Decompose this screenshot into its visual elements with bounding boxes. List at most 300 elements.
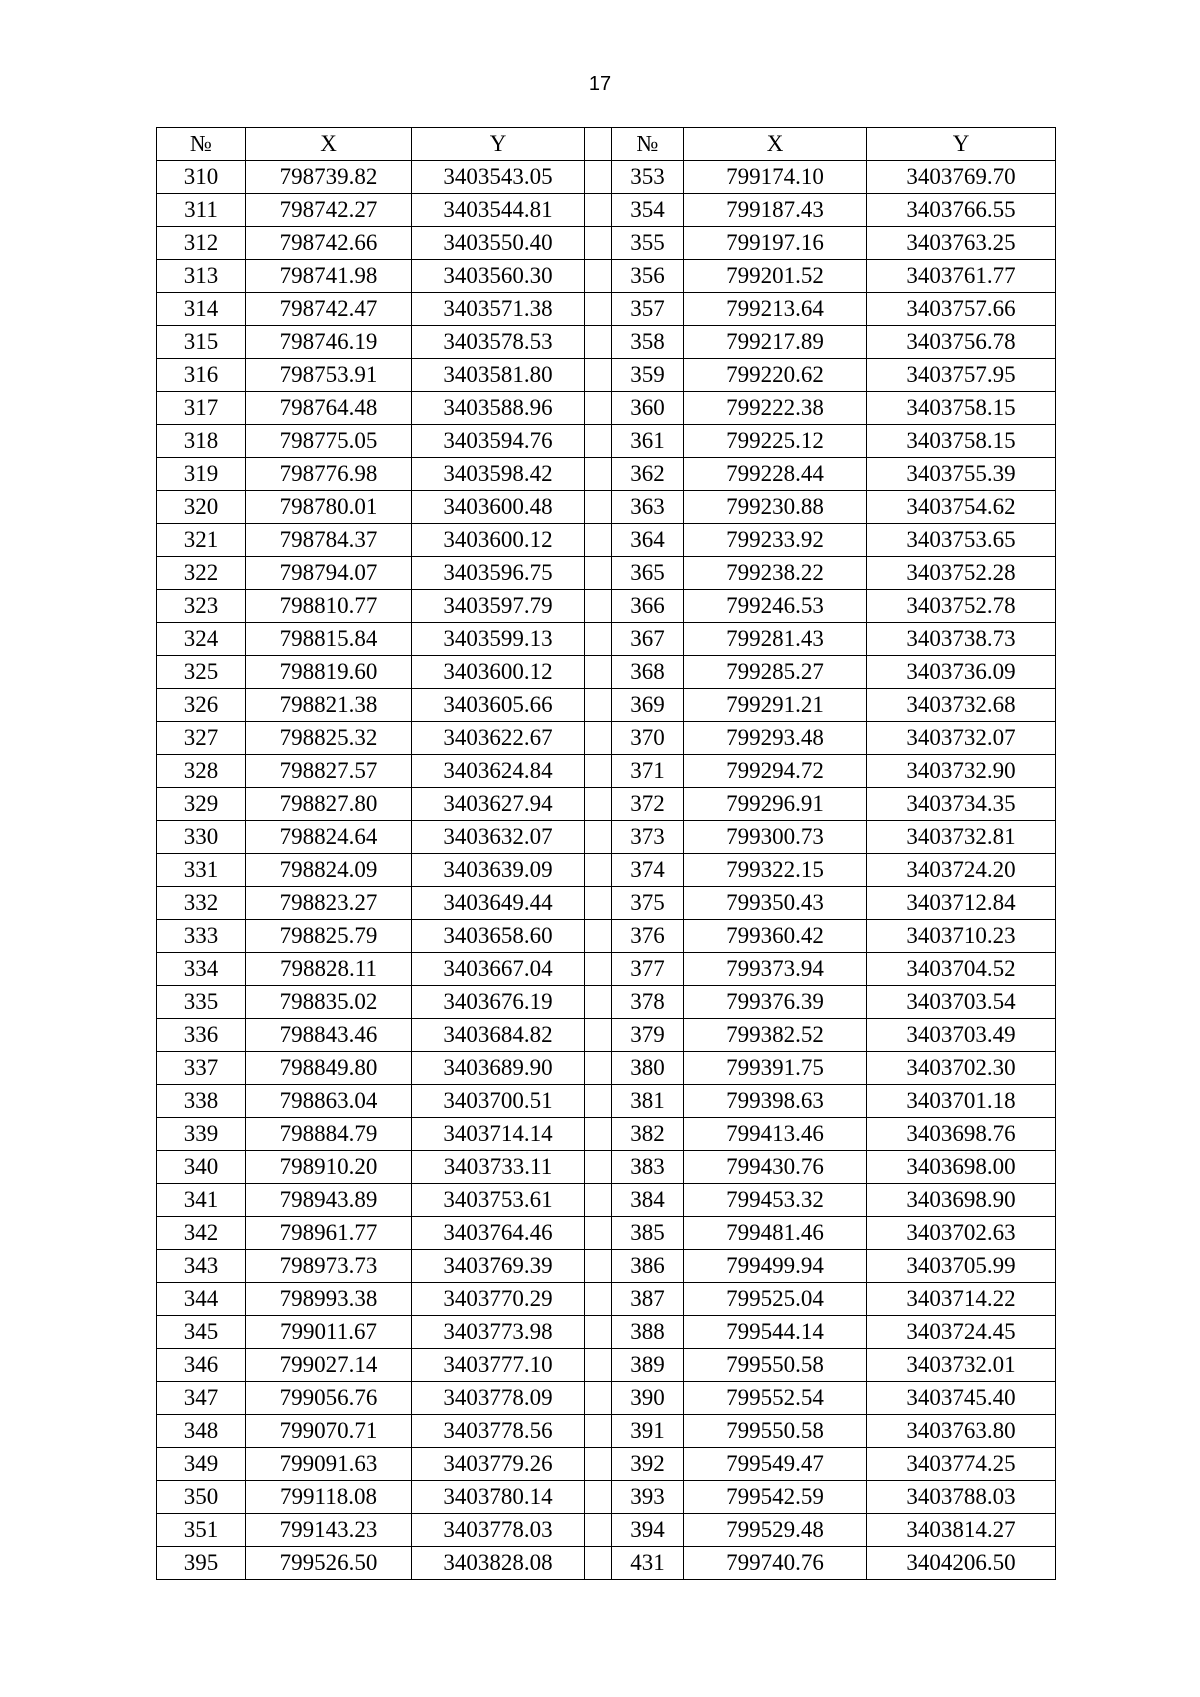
spacer-cell	[585, 887, 612, 920]
left-y-coordinate: 3403598.42	[412, 458, 585, 491]
right-point-number: 363	[612, 491, 684, 524]
right-point-number: 374	[612, 854, 684, 887]
table-row	[157, 821, 1056, 854]
left-x-coordinate: 798776.98	[246, 458, 412, 491]
left-x-coordinate: 798742.47	[246, 293, 412, 326]
left-point-number: 347	[157, 1382, 246, 1415]
left-y-coordinate: 3403550.40	[412, 227, 585, 260]
left-point-number: 330	[157, 821, 246, 854]
table-row	[157, 326, 1056, 359]
left-y-coordinate: 3403733.11	[412, 1151, 585, 1184]
left-x-coordinate: 798794.07	[246, 557, 412, 590]
right-point-number: 369	[612, 689, 684, 722]
right-point-number: 368	[612, 656, 684, 689]
left-point-number: 328	[157, 755, 246, 788]
left-y-coordinate: 3403770.29	[412, 1283, 585, 1316]
right-point-number: 366	[612, 590, 684, 623]
header-x-right: X	[684, 128, 867, 161]
table-row	[157, 1382, 1056, 1415]
left-point-number: 395	[157, 1547, 246, 1580]
left-point-number: 341	[157, 1184, 246, 1217]
right-point-number: 392	[612, 1448, 684, 1481]
right-y-coordinate: 3403704.52	[867, 953, 1056, 986]
right-y-coordinate: 3403755.39	[867, 458, 1056, 491]
right-y-coordinate: 3403754.62	[867, 491, 1056, 524]
right-x-coordinate: 799376.39	[684, 986, 867, 1019]
table-row	[157, 656, 1056, 689]
left-y-coordinate: 3403684.82	[412, 1019, 585, 1052]
right-point-number: 362	[612, 458, 684, 491]
left-y-coordinate: 3403658.60	[412, 920, 585, 953]
left-point-number: 323	[157, 590, 246, 623]
left-x-coordinate: 798815.84	[246, 623, 412, 656]
left-y-coordinate: 3403544.81	[412, 194, 585, 227]
left-y-coordinate: 3403627.94	[412, 788, 585, 821]
left-x-coordinate: 798780.01	[246, 491, 412, 524]
left-x-coordinate: 798993.38	[246, 1283, 412, 1316]
right-point-number: 379	[612, 1019, 684, 1052]
left-y-coordinate: 3403560.30	[412, 260, 585, 293]
right-x-coordinate: 799228.44	[684, 458, 867, 491]
right-point-number: 378	[612, 986, 684, 1019]
table-row	[157, 689, 1056, 722]
header-y-left: Y	[412, 128, 585, 161]
left-x-coordinate: 798742.27	[246, 194, 412, 227]
left-point-number: 332	[157, 887, 246, 920]
left-x-coordinate: 798739.82	[246, 161, 412, 194]
right-x-coordinate: 799213.64	[684, 293, 867, 326]
right-point-number: 375	[612, 887, 684, 920]
right-y-coordinate: 3403752.28	[867, 557, 1056, 590]
right-point-number: 355	[612, 227, 684, 260]
right-point-number: 376	[612, 920, 684, 953]
right-y-coordinate: 3403732.68	[867, 689, 1056, 722]
spacer-cell	[585, 755, 612, 788]
right-x-coordinate: 799382.52	[684, 1019, 867, 1052]
spacer-cell	[585, 161, 612, 194]
left-x-coordinate: 799143.23	[246, 1514, 412, 1547]
spacer-cell	[585, 293, 612, 326]
left-point-number: 334	[157, 953, 246, 986]
right-x-coordinate: 799544.14	[684, 1316, 867, 1349]
right-y-coordinate: 3403732.90	[867, 755, 1056, 788]
right-y-coordinate: 3403774.25	[867, 1448, 1056, 1481]
right-point-number: 389	[612, 1349, 684, 1382]
left-point-number: 326	[157, 689, 246, 722]
table-body	[157, 161, 1056, 1580]
coordinates-table	[156, 127, 1056, 1580]
right-x-coordinate: 799246.53	[684, 590, 867, 623]
left-y-coordinate: 3403777.10	[412, 1349, 585, 1382]
right-point-number: 391	[612, 1415, 684, 1448]
table-row	[157, 1415, 1056, 1448]
right-x-coordinate: 799350.43	[684, 887, 867, 920]
table-row	[157, 1085, 1056, 1118]
right-y-coordinate: 3403714.22	[867, 1283, 1056, 1316]
left-x-coordinate: 798849.80	[246, 1052, 412, 1085]
table-row	[157, 953, 1056, 986]
left-x-coordinate: 798823.27	[246, 887, 412, 920]
table-row	[157, 1316, 1056, 1349]
right-y-coordinate: 3403698.90	[867, 1184, 1056, 1217]
left-point-number: 320	[157, 491, 246, 524]
right-x-coordinate: 799360.42	[684, 920, 867, 953]
right-point-number: 361	[612, 425, 684, 458]
right-point-number: 357	[612, 293, 684, 326]
left-y-coordinate: 3403714.14	[412, 1118, 585, 1151]
spacer-cell	[585, 623, 612, 656]
table-row	[157, 1217, 1056, 1250]
spacer-cell	[585, 260, 612, 293]
right-x-coordinate: 799230.88	[684, 491, 867, 524]
spacer-cell	[585, 953, 612, 986]
left-point-number: 351	[157, 1514, 246, 1547]
spacer-cell	[585, 1547, 612, 1580]
right-point-number: 354	[612, 194, 684, 227]
left-point-number: 319	[157, 458, 246, 491]
spacer-cell	[585, 392, 612, 425]
left-y-coordinate: 3403588.96	[412, 392, 585, 425]
right-y-coordinate: 3403732.01	[867, 1349, 1056, 1382]
table-row	[157, 359, 1056, 392]
right-x-coordinate: 799222.38	[684, 392, 867, 425]
table-row	[157, 623, 1056, 656]
right-point-number: 365	[612, 557, 684, 590]
table-row	[157, 1052, 1056, 1085]
left-point-number: 339	[157, 1118, 246, 1151]
left-y-coordinate: 3403571.38	[412, 293, 585, 326]
right-y-coordinate: 3403745.40	[867, 1382, 1056, 1415]
spacer-cell	[585, 359, 612, 392]
right-x-coordinate: 799281.43	[684, 623, 867, 656]
spacer-cell	[585, 1316, 612, 1349]
right-x-coordinate: 799529.48	[684, 1514, 867, 1547]
left-x-coordinate: 799070.71	[246, 1415, 412, 1448]
left-y-coordinate: 3403594.76	[412, 425, 585, 458]
right-x-coordinate: 799201.52	[684, 260, 867, 293]
right-y-coordinate: 3403710.23	[867, 920, 1056, 953]
left-y-coordinate: 3403764.46	[412, 1217, 585, 1250]
left-point-number: 316	[157, 359, 246, 392]
right-y-coordinate: 3404206.50	[867, 1547, 1056, 1580]
table-row	[157, 293, 1056, 326]
right-y-coordinate: 3403756.78	[867, 326, 1056, 359]
left-x-coordinate: 798827.80	[246, 788, 412, 821]
right-x-coordinate: 799225.12	[684, 425, 867, 458]
left-point-number: 325	[157, 656, 246, 689]
left-point-number: 350	[157, 1481, 246, 1514]
right-y-coordinate: 3403788.03	[867, 1481, 1056, 1514]
right-x-coordinate: 799550.58	[684, 1415, 867, 1448]
left-point-number: 346	[157, 1349, 246, 1382]
left-y-coordinate: 3403780.14	[412, 1481, 585, 1514]
right-x-coordinate: 799373.94	[684, 953, 867, 986]
header-y-right: Y	[867, 128, 1056, 161]
right-point-number: 390	[612, 1382, 684, 1415]
left-point-number: 335	[157, 986, 246, 1019]
left-point-number: 338	[157, 1085, 246, 1118]
right-y-coordinate: 3403712.84	[867, 887, 1056, 920]
left-x-coordinate: 798973.73	[246, 1250, 412, 1283]
header-x-left: X	[246, 128, 412, 161]
header-spacer	[585, 128, 612, 161]
right-point-number: 394	[612, 1514, 684, 1547]
spacer-cell	[585, 326, 612, 359]
right-x-coordinate: 799187.43	[684, 194, 867, 227]
table-row	[157, 425, 1056, 458]
right-point-number: 364	[612, 524, 684, 557]
right-point-number: 431	[612, 1547, 684, 1580]
table-row	[157, 392, 1056, 425]
left-x-coordinate: 798821.38	[246, 689, 412, 722]
right-y-coordinate: 3403734.35	[867, 788, 1056, 821]
header-number-left: №	[157, 128, 246, 161]
right-point-number: 372	[612, 788, 684, 821]
table-row	[157, 1514, 1056, 1547]
left-y-coordinate: 3403600.48	[412, 491, 585, 524]
left-y-coordinate: 3403596.75	[412, 557, 585, 590]
spacer-cell	[585, 557, 612, 590]
table-row	[157, 854, 1056, 887]
left-x-coordinate: 798910.20	[246, 1151, 412, 1184]
left-point-number: 348	[157, 1415, 246, 1448]
left-y-coordinate: 3403779.26	[412, 1448, 585, 1481]
right-x-coordinate: 799291.21	[684, 689, 867, 722]
spacer-cell	[585, 689, 612, 722]
table-row	[157, 1481, 1056, 1514]
spacer-cell	[585, 1448, 612, 1481]
left-x-coordinate: 798784.37	[246, 524, 412, 557]
left-x-coordinate: 798819.60	[246, 656, 412, 689]
table-row	[157, 1184, 1056, 1217]
spacer-cell	[585, 986, 612, 1019]
left-x-coordinate: 799118.08	[246, 1481, 412, 1514]
spacer-cell	[585, 458, 612, 491]
right-y-coordinate: 3403736.09	[867, 656, 1056, 689]
right-y-coordinate: 3403763.25	[867, 227, 1056, 260]
left-y-coordinate: 3403828.08	[412, 1547, 585, 1580]
right-x-coordinate: 799296.91	[684, 788, 867, 821]
table-row	[157, 920, 1056, 953]
right-point-number: 353	[612, 161, 684, 194]
right-y-coordinate: 3403753.65	[867, 524, 1056, 557]
left-x-coordinate: 798843.46	[246, 1019, 412, 1052]
left-x-coordinate: 798943.89	[246, 1184, 412, 1217]
left-point-number: 315	[157, 326, 246, 359]
spacer-cell	[585, 1184, 612, 1217]
right-x-coordinate: 799525.04	[684, 1283, 867, 1316]
page-number: 17	[588, 73, 612, 95]
right-x-coordinate: 799453.32	[684, 1184, 867, 1217]
right-y-coordinate: 3403701.18	[867, 1085, 1056, 1118]
left-x-coordinate: 798828.11	[246, 953, 412, 986]
left-y-coordinate: 3403600.12	[412, 656, 585, 689]
right-point-number: 381	[612, 1085, 684, 1118]
left-point-number: 314	[157, 293, 246, 326]
table-row	[157, 194, 1056, 227]
left-y-coordinate: 3403753.61	[412, 1184, 585, 1217]
left-point-number: 337	[157, 1052, 246, 1085]
spacer-cell	[585, 227, 612, 260]
spacer-cell	[585, 1118, 612, 1151]
left-x-coordinate: 798825.32	[246, 722, 412, 755]
right-point-number: 382	[612, 1118, 684, 1151]
spacer-cell	[585, 194, 612, 227]
right-x-coordinate: 799197.16	[684, 227, 867, 260]
left-y-coordinate: 3403581.80	[412, 359, 585, 392]
left-y-coordinate: 3403600.12	[412, 524, 585, 557]
table-row	[157, 524, 1056, 557]
spacer-cell	[585, 1283, 612, 1316]
right-y-coordinate: 3403703.54	[867, 986, 1056, 1019]
left-x-coordinate: 798746.19	[246, 326, 412, 359]
spacer-cell	[585, 656, 612, 689]
left-y-coordinate: 3403599.13	[412, 623, 585, 656]
left-x-coordinate: 798835.02	[246, 986, 412, 1019]
spacer-cell	[585, 1085, 612, 1118]
spacer-cell	[585, 590, 612, 623]
left-y-coordinate: 3403597.79	[412, 590, 585, 623]
left-point-number: 311	[157, 194, 246, 227]
left-x-coordinate: 799027.14	[246, 1349, 412, 1382]
left-point-number: 310	[157, 161, 246, 194]
right-x-coordinate: 799233.92	[684, 524, 867, 557]
right-x-coordinate: 799294.72	[684, 755, 867, 788]
table-row	[157, 260, 1056, 293]
spacer-cell	[585, 1415, 612, 1448]
table-row	[157, 1250, 1056, 1283]
right-y-coordinate: 3403757.66	[867, 293, 1056, 326]
spacer-cell	[585, 1217, 612, 1250]
right-x-coordinate: 799552.54	[684, 1382, 867, 1415]
table-row	[157, 1118, 1056, 1151]
table-row	[157, 227, 1056, 260]
table-row	[157, 1349, 1056, 1382]
right-y-coordinate: 3403732.07	[867, 722, 1056, 755]
left-y-coordinate: 3403624.84	[412, 755, 585, 788]
right-x-coordinate: 799481.46	[684, 1217, 867, 1250]
right-y-coordinate: 3403702.63	[867, 1217, 1056, 1250]
spacer-cell	[585, 788, 612, 821]
left-x-coordinate: 798741.98	[246, 260, 412, 293]
table-row	[157, 755, 1056, 788]
right-x-coordinate: 799398.63	[684, 1085, 867, 1118]
right-y-coordinate: 3403752.78	[867, 590, 1056, 623]
right-point-number: 371	[612, 755, 684, 788]
spacer-cell	[585, 821, 612, 854]
right-x-coordinate: 799322.15	[684, 854, 867, 887]
left-x-coordinate: 798810.77	[246, 590, 412, 623]
right-point-number: 387	[612, 1283, 684, 1316]
spacer-cell	[585, 1019, 612, 1052]
right-y-coordinate: 3403703.49	[867, 1019, 1056, 1052]
right-y-coordinate: 3403702.30	[867, 1052, 1056, 1085]
left-y-coordinate: 3403543.05	[412, 161, 585, 194]
left-point-number: 331	[157, 854, 246, 887]
right-point-number: 386	[612, 1250, 684, 1283]
spacer-cell	[585, 1349, 612, 1382]
left-x-coordinate: 798863.04	[246, 1085, 412, 1118]
right-point-number: 383	[612, 1151, 684, 1184]
left-y-coordinate: 3403778.09	[412, 1382, 585, 1415]
table-row	[157, 590, 1056, 623]
left-point-number: 322	[157, 557, 246, 590]
right-y-coordinate: 3403732.81	[867, 821, 1056, 854]
header-number-right: №	[612, 128, 684, 161]
left-point-number: 318	[157, 425, 246, 458]
table-row	[157, 161, 1056, 194]
spacer-cell	[585, 1250, 612, 1283]
left-x-coordinate: 798764.48	[246, 392, 412, 425]
left-point-number: 333	[157, 920, 246, 953]
table-row	[157, 491, 1056, 524]
right-point-number: 388	[612, 1316, 684, 1349]
left-point-number: 324	[157, 623, 246, 656]
table-row	[157, 557, 1056, 590]
left-x-coordinate: 798884.79	[246, 1118, 412, 1151]
right-point-number: 367	[612, 623, 684, 656]
right-x-coordinate: 799300.73	[684, 821, 867, 854]
right-x-coordinate: 799174.10	[684, 161, 867, 194]
left-point-number: 313	[157, 260, 246, 293]
left-y-coordinate: 3403605.66	[412, 689, 585, 722]
left-point-number: 329	[157, 788, 246, 821]
left-point-number: 345	[157, 1316, 246, 1349]
right-y-coordinate: 3403698.76	[867, 1118, 1056, 1151]
left-x-coordinate: 799091.63	[246, 1448, 412, 1481]
table-row	[157, 1019, 1056, 1052]
left-x-coordinate: 798825.79	[246, 920, 412, 953]
table-row	[157, 887, 1056, 920]
right-x-coordinate: 799549.47	[684, 1448, 867, 1481]
left-x-coordinate: 799526.50	[246, 1547, 412, 1580]
left-point-number: 327	[157, 722, 246, 755]
spacer-cell	[585, 1151, 612, 1184]
spacer-cell	[585, 854, 612, 887]
right-x-coordinate: 799413.46	[684, 1118, 867, 1151]
right-x-coordinate: 799293.48	[684, 722, 867, 755]
table-row	[157, 458, 1056, 491]
left-x-coordinate: 798824.09	[246, 854, 412, 887]
spacer-cell	[585, 524, 612, 557]
left-y-coordinate: 3403649.44	[412, 887, 585, 920]
spacer-cell	[585, 425, 612, 458]
left-y-coordinate: 3403578.53	[412, 326, 585, 359]
right-point-number: 356	[612, 260, 684, 293]
left-point-number: 340	[157, 1151, 246, 1184]
table-row	[157, 788, 1056, 821]
left-x-coordinate: 798827.57	[246, 755, 412, 788]
right-x-coordinate: 799285.27	[684, 656, 867, 689]
right-x-coordinate: 799542.59	[684, 1481, 867, 1514]
left-x-coordinate: 798775.05	[246, 425, 412, 458]
spacer-cell	[585, 1481, 612, 1514]
left-x-coordinate: 799011.67	[246, 1316, 412, 1349]
right-point-number: 380	[612, 1052, 684, 1085]
spacer-cell	[585, 491, 612, 524]
right-point-number: 377	[612, 953, 684, 986]
right-y-coordinate: 3403758.15	[867, 425, 1056, 458]
right-point-number: 370	[612, 722, 684, 755]
left-point-number: 312	[157, 227, 246, 260]
right-point-number: 373	[612, 821, 684, 854]
left-y-coordinate: 3403632.07	[412, 821, 585, 854]
spacer-cell	[585, 1382, 612, 1415]
right-point-number: 360	[612, 392, 684, 425]
left-x-coordinate: 798742.66	[246, 227, 412, 260]
left-point-number: 349	[157, 1448, 246, 1481]
spacer-cell	[585, 920, 612, 953]
